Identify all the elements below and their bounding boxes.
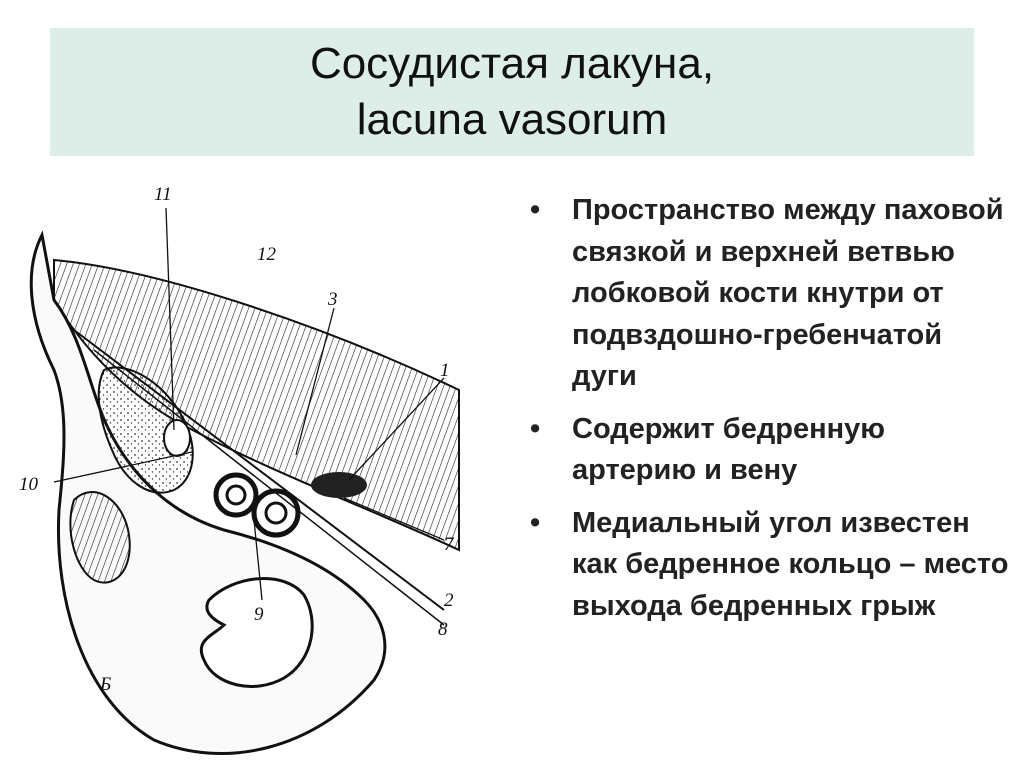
label-9: 9 xyxy=(254,604,264,625)
lymph-node xyxy=(311,472,367,498)
label-12: 12 xyxy=(257,244,276,265)
femoral-vein-lumen xyxy=(266,503,286,523)
bullet-marker: • xyxy=(530,506,541,539)
femoral-artery-lumen xyxy=(227,486,245,504)
label-10: 10 xyxy=(19,474,38,495)
bullet-marker: • xyxy=(530,412,541,445)
bullet-item xyxy=(530,190,1010,398)
label-11: 11 xyxy=(154,184,172,205)
label-1: 1 xyxy=(440,360,450,381)
bullet-marker: • xyxy=(530,194,541,226)
label-7: 7 xyxy=(444,534,454,555)
bullet-item xyxy=(530,503,1010,628)
slide-title-line-2: lacuna vasorum xyxy=(356,95,668,144)
title-banner xyxy=(50,28,974,156)
bullet-item xyxy=(530,409,1010,492)
anatomical-illustration xyxy=(14,180,482,760)
lacuna-vasorum-drawing xyxy=(14,180,482,760)
bullet-text: Содержит бедренную артерию и вену xyxy=(572,412,886,486)
bullet-list xyxy=(530,190,1010,638)
bullet-text: Пространство между паховой связкой и верхней ветвью лобковой кости кнутри от подвздошно-гребенчатой дуги xyxy=(572,194,1004,392)
obturator-foramen xyxy=(201,579,312,687)
slide-title-line-1: Сосудистая лакуна, xyxy=(309,39,715,88)
label-3: 3 xyxy=(328,289,338,310)
femoral-nerve xyxy=(164,420,190,456)
label-8: 8 xyxy=(438,619,448,640)
bullet-text: Медиальный угол известен как бедренное кольцо – место выхода бедренных грыж xyxy=(572,506,1009,622)
label-2: 2 xyxy=(444,590,454,611)
label-b: Б xyxy=(100,674,112,695)
